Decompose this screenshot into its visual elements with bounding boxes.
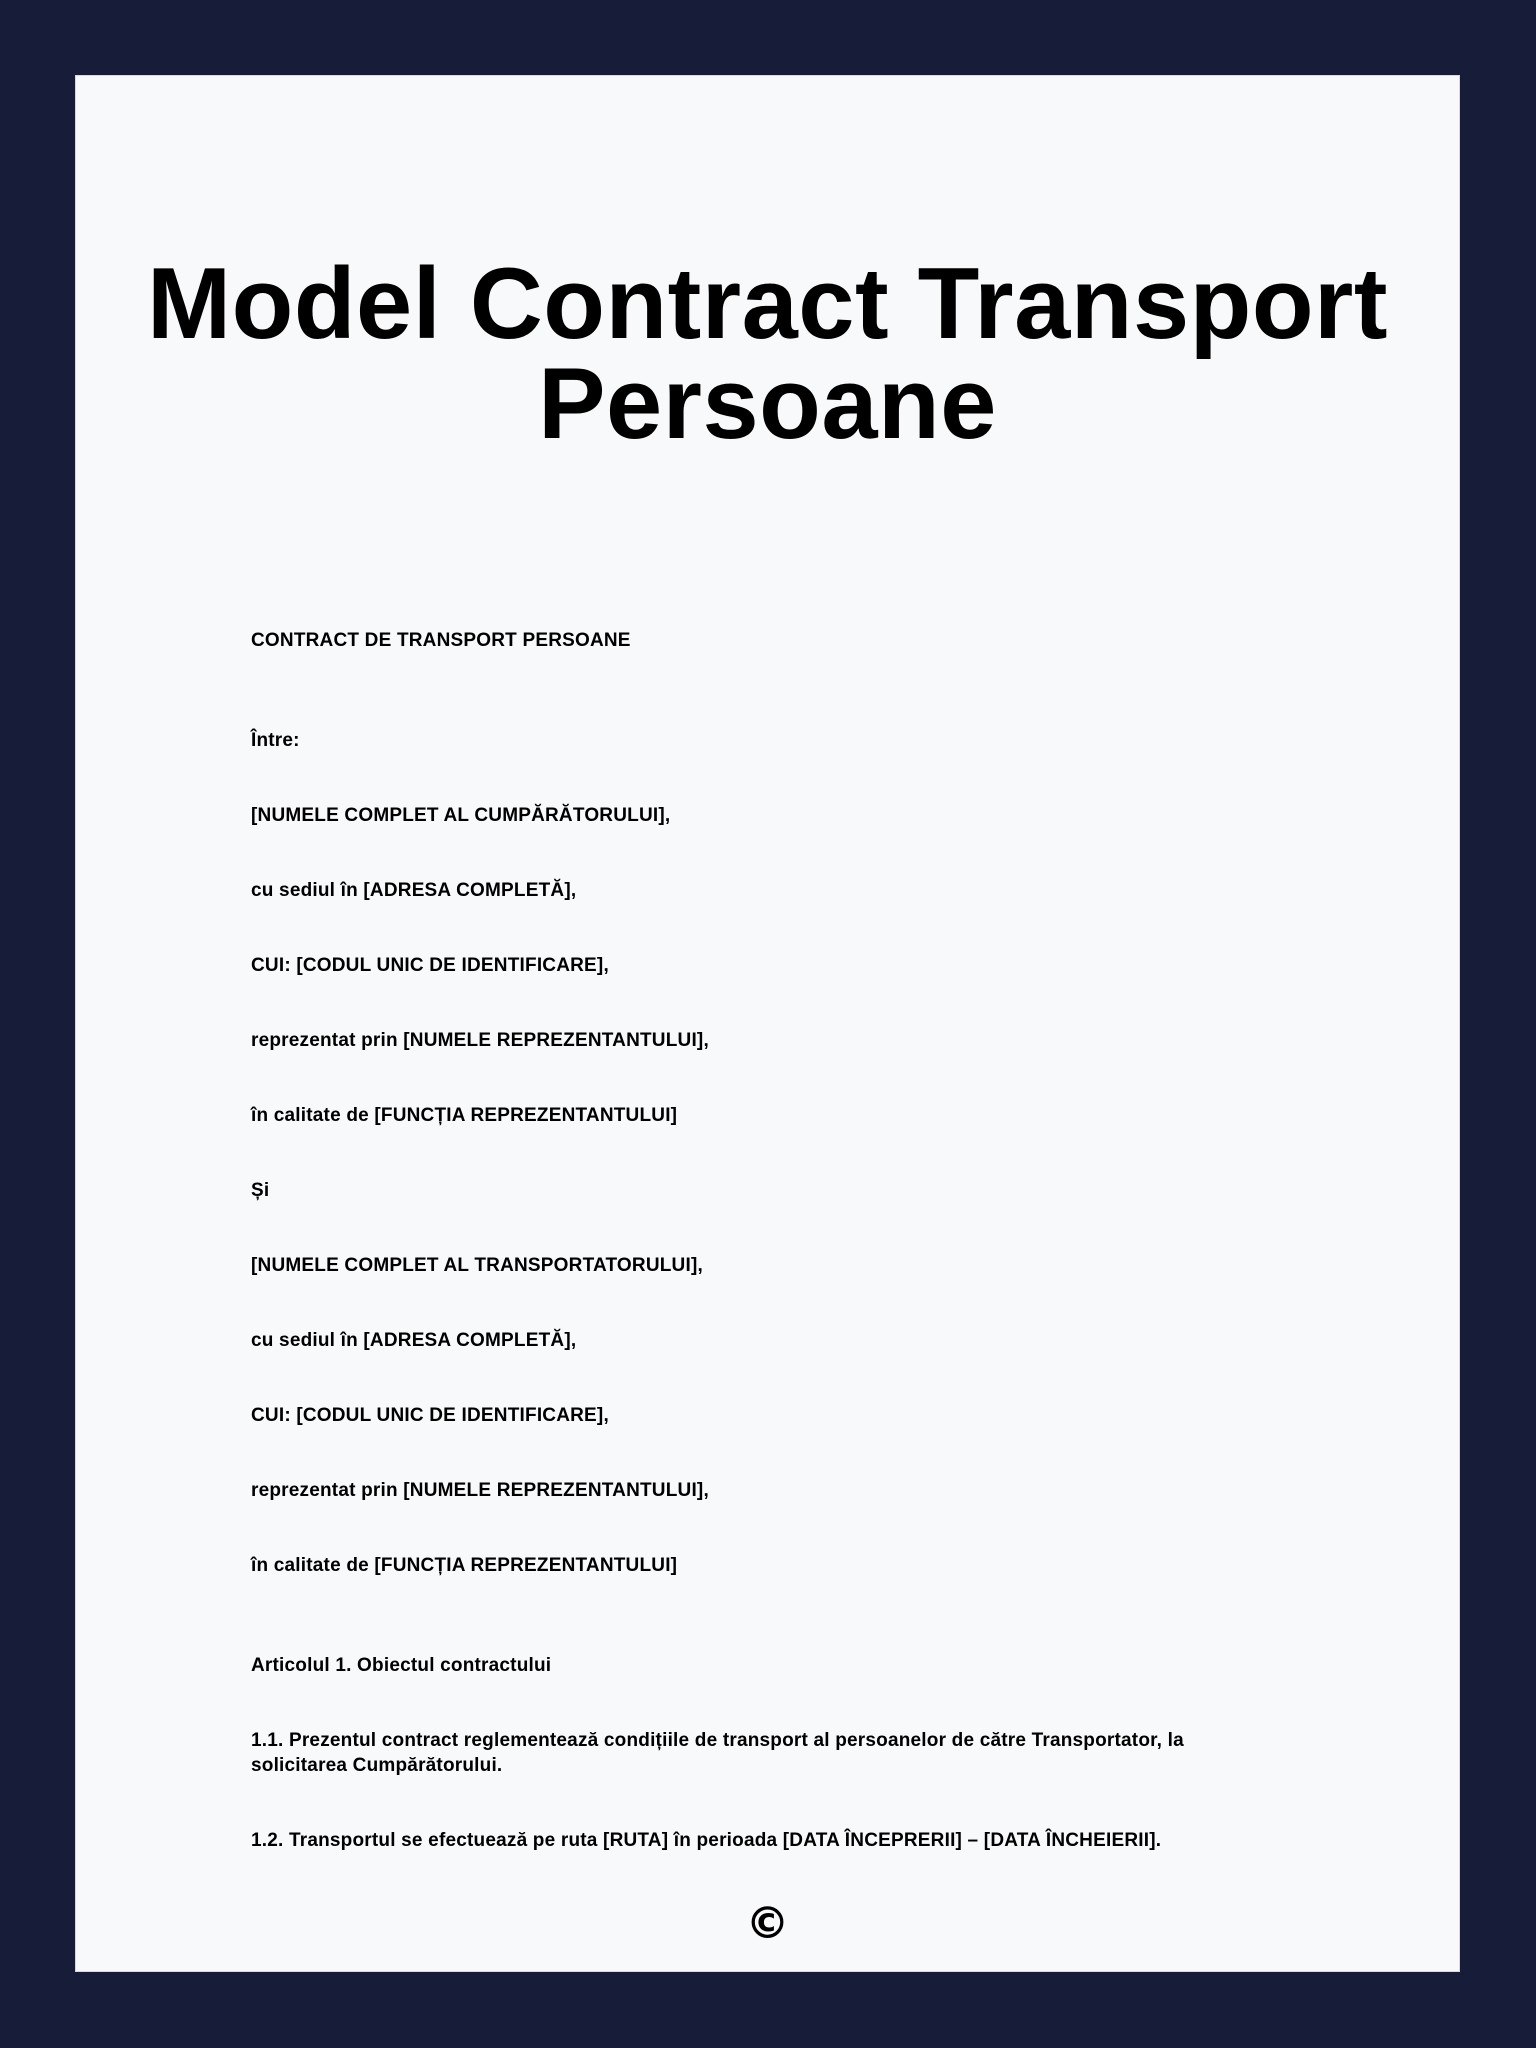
buyer-representative: reprezentat prin [NUMELE REPREZENTANTULUI],: [251, 1030, 709, 1051]
parties-intro: Între:: [251, 730, 300, 751]
buyer-name: [NUMELE COMPLET AL CUMPĂRĂTORULUI],: [251, 805, 671, 826]
clause-1-1: 1.1. Prezentul contract reglementează condițiile de transport al persoanelor de către Transportator, la solicitarea Cumpărătorului.: [251, 1730, 1184, 1776]
carrier-representative-role: în calitate de [FUNCȚIA REPREZENTANTULUI]: [251, 1555, 678, 1576]
document-title: Model Contract Transport Persoane: [147, 248, 1388, 460]
copyright-icon: ©: [745, 1898, 790, 1949]
buyer-address: cu sediul în [ADRESA COMPLETĂ],: [251, 880, 577, 901]
carrier-name: [NUMELE COMPLET AL TRANSPORTATORULUI],: [251, 1255, 703, 1276]
carrier-cui: CUI: [CODUL UNIC DE IDENTIFICARE],: [251, 1405, 609, 1426]
document-page: [75, 75, 1460, 1972]
carrier-address: cu sediul în [ADRESA COMPLETĂ],: [251, 1330, 577, 1351]
parties-conjunction: Și: [251, 1180, 270, 1201]
buyer-representative-role: în calitate de [FUNCȚIA REPREZENTANTULUI]: [251, 1105, 678, 1126]
clause-1-2: 1.2. Transportul se efectuează pe ruta [RUTA] în perioada [DATA ÎNCEPRERII] – [DATA ÎNCHEIERII].: [251, 1830, 1162, 1851]
carrier-representative: reprezentat prin [NUMELE REPREZENTANTULUI],: [251, 1480, 709, 1501]
buyer-cui: CUI: [CODUL UNIC DE IDENTIFICARE],: [251, 955, 609, 976]
article-1-heading: Articolul 1. Obiectul contractului: [251, 1655, 552, 1676]
contract-heading: CONTRACT DE TRANSPORT PERSOANE: [251, 630, 631, 651]
